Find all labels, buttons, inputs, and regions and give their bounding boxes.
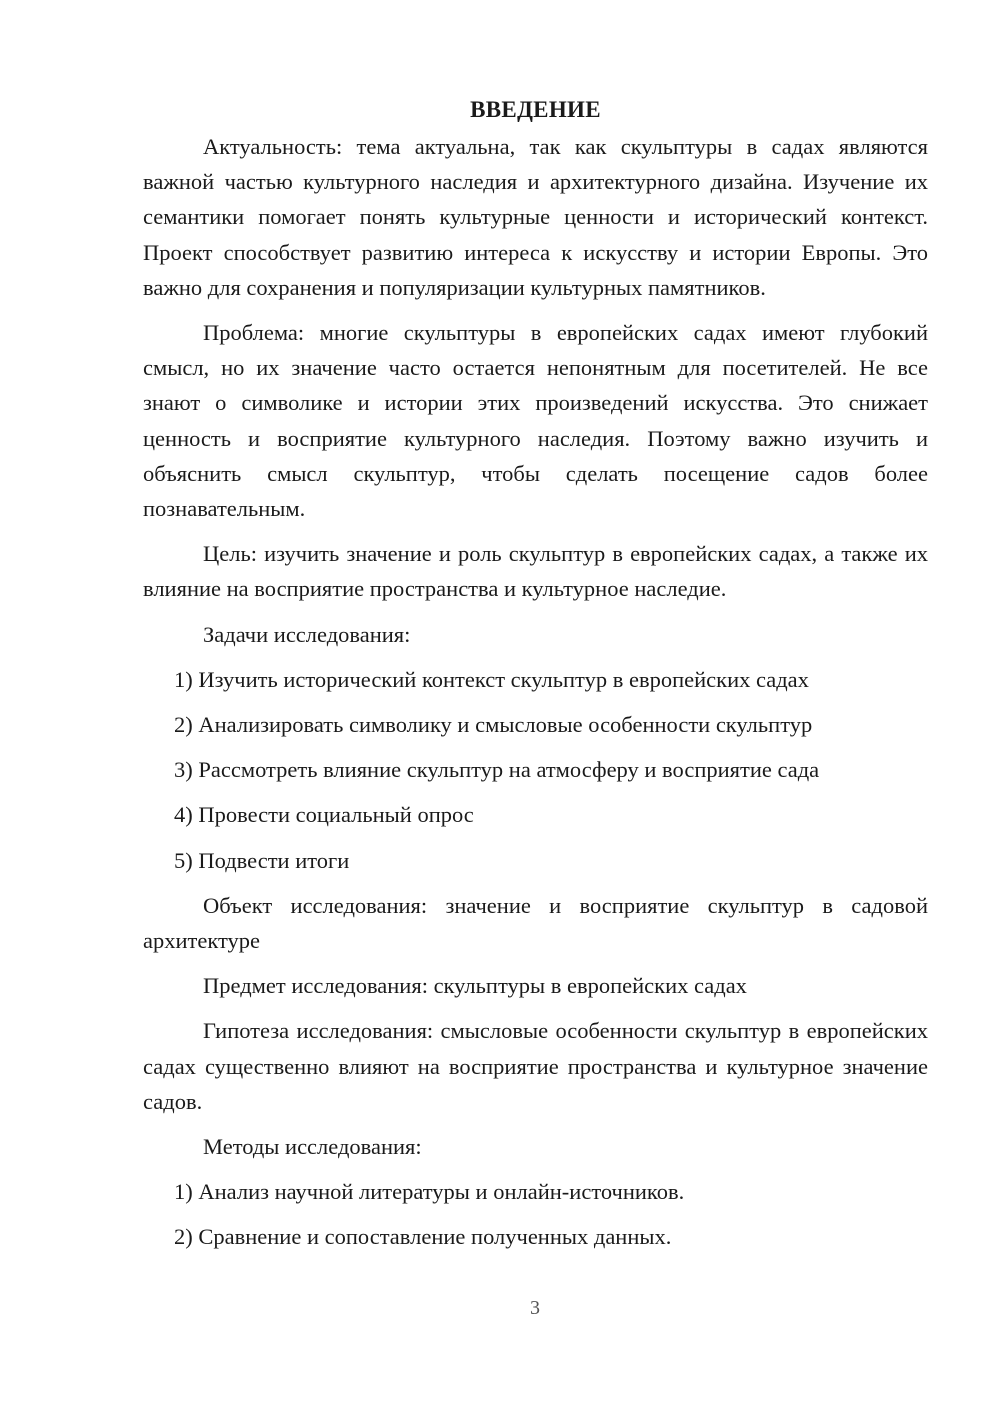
relevance-paragraph: Актуальность: тема актуальна, так как скульптуры в садах являются важной частью культурного наследия и архитектурного дизайна. Изучение их семантики помогает понять культурные ценности и исторический контекст. Проект способствует развитию интереса к искусству и истории Европы. Это важно для сохранения и популяризации культурных памятников. <box>143 134 928 300</box>
methods-heading: Методы исследования: <box>203 1134 422 1160</box>
document-page <box>143 92 928 1265</box>
task-item: 4) Провести социальный опрос <box>174 802 474 828</box>
object-paragraph: Объект исследования: значение и восприятие скульптур в садовой архитектуре <box>143 892 928 954</box>
method-item: 2) Сравнение и сопоставление полученных данных. <box>174 1224 672 1250</box>
section-heading: ВВЕДЕНИЕ <box>470 97 601 122</box>
hypothesis-paragraph: Гипотеза исследования: смысловые особенности скульптур в европейских садах существенно влияют на восприятие пространства и культурное значение садов. <box>143 1018 928 1114</box>
page-number: 3 <box>530 1297 540 1319</box>
task-item: 5) Подвести итоги <box>174 847 350 873</box>
tasks-heading: Задачи исследования: <box>203 621 411 647</box>
method-item: 1) Анализ научной литературы и онлайн-источников. <box>174 1179 685 1205</box>
problem-paragraph: Проблема: многие скульптуры в европейских садах имеют глубокий смысл, но их значение часто остается непонятным для посетителей. Не все знают о символике и истории этих произведений искусства. Это снижает ценность и восприятие культурного наследия. Поэтому важно изучить и объяснить смысл скульптур, чтобы сделать посещение садов более познавательным. <box>143 320 928 522</box>
subject-paragraph: Предмет исследования: скульптуры в европейских садах <box>203 973 747 999</box>
task-item: 1) Изучить исторический контекст скульптур в европейских садах <box>174 666 809 692</box>
task-item: 2) Анализировать символику и смысловые особенности скульптур <box>174 712 813 738</box>
task-item: 3) Рассмотреть влияние скульптур на атмосферу и восприятие сада <box>174 757 820 783</box>
goal-paragraph: Цель: изучить значение и роль скульптур в европейских садах, а также их влияние на восприятие пространства и культурное наследие. <box>143 541 928 602</box>
